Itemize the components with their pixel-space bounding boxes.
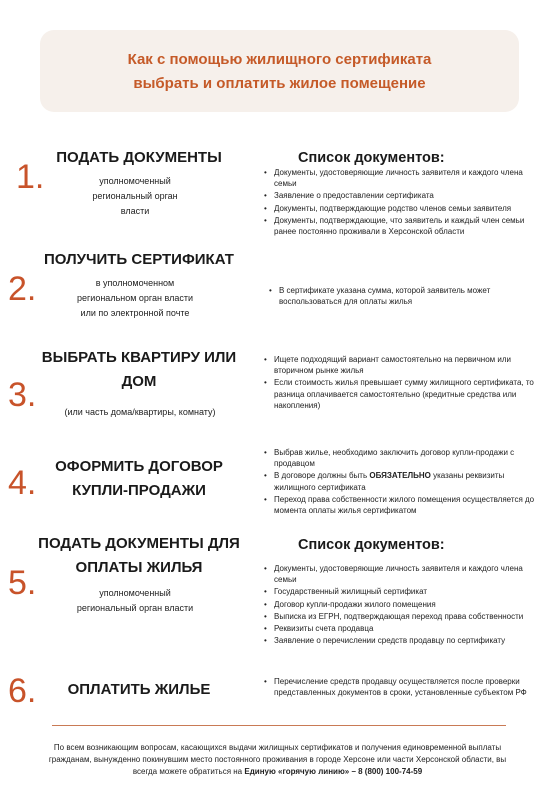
list-item: • Выписка из ЕГРН, подтверждающая переход права собственности <box>263 611 535 622</box>
step-1-title <box>30 146 248 170</box>
footer-line-1: По всем возникающим вопросам, касающихся выдачи жилищных сертификатов и получения единовременной выплаты <box>53 743 502 752</box>
step-5-sub-line: уполномоченный <box>99 588 171 598</box>
step-3-number: 3. <box>8 376 37 414</box>
list-item: • Документы, удостоверяющие личность заявителя и каждого члена семьи <box>263 167 535 189</box>
footer-divider <box>52 725 506 726</box>
step-4-title-line: КУПЛИ-ПРОДАЖИ <box>72 482 206 499</box>
step-3-title-line: ДОМ <box>121 373 157 390</box>
list-item: • Если стоимость жилья превышает сумму жилищного сертификата, то разница оплачивается самостоятельно (кредитные средства или накопления) <box>263 377 535 411</box>
step-4-title-line: ОФОРМИТЬ ДОГОВОР <box>55 458 223 475</box>
list-item: • Переход права собственности жилого помещения осуществляется до момента оплаты жилья сертификатом <box>263 494 535 516</box>
footer-line-3 <box>16 766 539 778</box>
list-item: • В сертификате указана сумма, которой заявитель может воспользоваться для оплаты жилья <box>268 285 508 307</box>
page-title-line-2: выбрать и оплатить жилое помещение <box>133 75 426 92</box>
list-item: • Реквизиты счета продавца <box>263 623 535 634</box>
step-4-title <box>30 455 248 503</box>
list-item: • Ищете подходящий вариант самостоятельно на первичном или вторичном рынке жилья <box>263 354 535 376</box>
list-item: • В договоре должны быть ОБЯЗАТЕЛЬНО указаны реквизиты жилищного сертификата <box>263 470 535 492</box>
obligatory-emphasis: ОБЯЗАТЕЛЬНО <box>369 471 431 481</box>
step-1-docs-heading: Список документов: <box>298 150 445 166</box>
list-item: • Договор купли-продажи жилого помещения <box>263 599 535 610</box>
step-2-sub-line: в уполномоченном <box>95 278 175 288</box>
step-2-title-line: ПОЛУЧИТЬ СЕРТИФИКАТ <box>44 251 234 268</box>
list-item: • Документы, удостоверяющие личность заявителя и каждого члена семьи <box>263 563 535 585</box>
step-5-sub-line: региональный орган власти <box>76 603 194 613</box>
hotline-text: Единую «горячую линию» – 8 (800) 100-74-59 <box>244 767 423 776</box>
list-item: • Государственный жилищный сертификат <box>263 586 535 597</box>
step-6-title-line: ОПЛАТИТЬ ЖИЛЬЕ <box>67 681 211 698</box>
step-6-title <box>30 678 248 702</box>
page-title <box>40 48 519 96</box>
footer-line-2: гражданам, вынужденно покинувшим место постоянного проживания в городе Херсоне или части Херсонской области, вы <box>48 755 507 764</box>
step-3-title <box>20 346 258 394</box>
step-3-bullet-list <box>263 354 535 412</box>
step-6-bullet-list <box>263 676 535 699</box>
page-title-line-1: Как с помощью жилищного сертификата <box>127 51 432 68</box>
step-1-title-line: ПОДАТЬ ДОКУМЕНТЫ <box>56 149 222 166</box>
step-3-subtitle <box>30 405 250 420</box>
list-item: • Перечисление средств продавцу осуществляется после проверки представленных документов в сроки, установленные субъектом РФ <box>263 676 535 698</box>
step-3-title-line: ВЫБРАТЬ КВАРТИРУ ИЛИ <box>41 349 237 366</box>
list-item: • Выбрав жилье, необходимо заключить договор купли-продажи с продавцом <box>263 447 535 469</box>
step-1-sub-line: уполномоченный <box>99 176 171 186</box>
step-5-title-line: ПОДАТЬ ДОКУМЕНТЫ ДЛЯ <box>38 535 240 552</box>
step-2-subtitle <box>55 276 215 321</box>
step-1-sub-line: власти <box>120 206 150 216</box>
step-1-number: 1. <box>16 158 45 196</box>
list-item: • Документы, подтверждающие родство членов семьи заявителя <box>263 203 535 214</box>
step-5-subtitle <box>55 586 215 616</box>
list-item: • Заявление о перечислении средств продавцу по сертификату <box>263 635 535 646</box>
step-2-title <box>20 248 258 272</box>
step-5-docs-heading: Список документов: <box>298 537 445 553</box>
header-box <box>40 30 519 112</box>
step-4-number: 4. <box>8 464 37 502</box>
step-3-sub-line: (или часть дома/квартиры, комнату) <box>64 407 216 417</box>
step-6-number: 6. <box>8 672 37 710</box>
step-2-bullet-list <box>268 285 508 308</box>
list-item: • Документы, подтверждающие, что заявитель и каждый член семьи ранее постоянно проживали в Херсонской области <box>263 215 535 237</box>
list-item: • Заявление о предоставлении сертификата <box>263 190 535 201</box>
step-5-title <box>20 532 258 580</box>
step-5-title-line: ОПЛАТЫ ЖИЛЬЯ <box>75 559 203 576</box>
step-1-sub-line: региональный орган <box>92 191 178 201</box>
step-4-bullet-list <box>263 447 535 517</box>
step-5-bullet-list <box>263 563 535 647</box>
step-2-number: 2. <box>8 270 37 308</box>
step-5-number: 5. <box>8 564 37 602</box>
footer-note <box>16 742 539 778</box>
step-2-sub-line: региональном орган власти <box>77 293 193 303</box>
step-1-subtitle <box>60 174 210 219</box>
footer-line-3-prefix: всегда можете обратиться на <box>132 767 245 776</box>
step-1-bullet-list <box>263 167 535 238</box>
step-2-sub-line: или по электронной почте <box>80 308 190 318</box>
